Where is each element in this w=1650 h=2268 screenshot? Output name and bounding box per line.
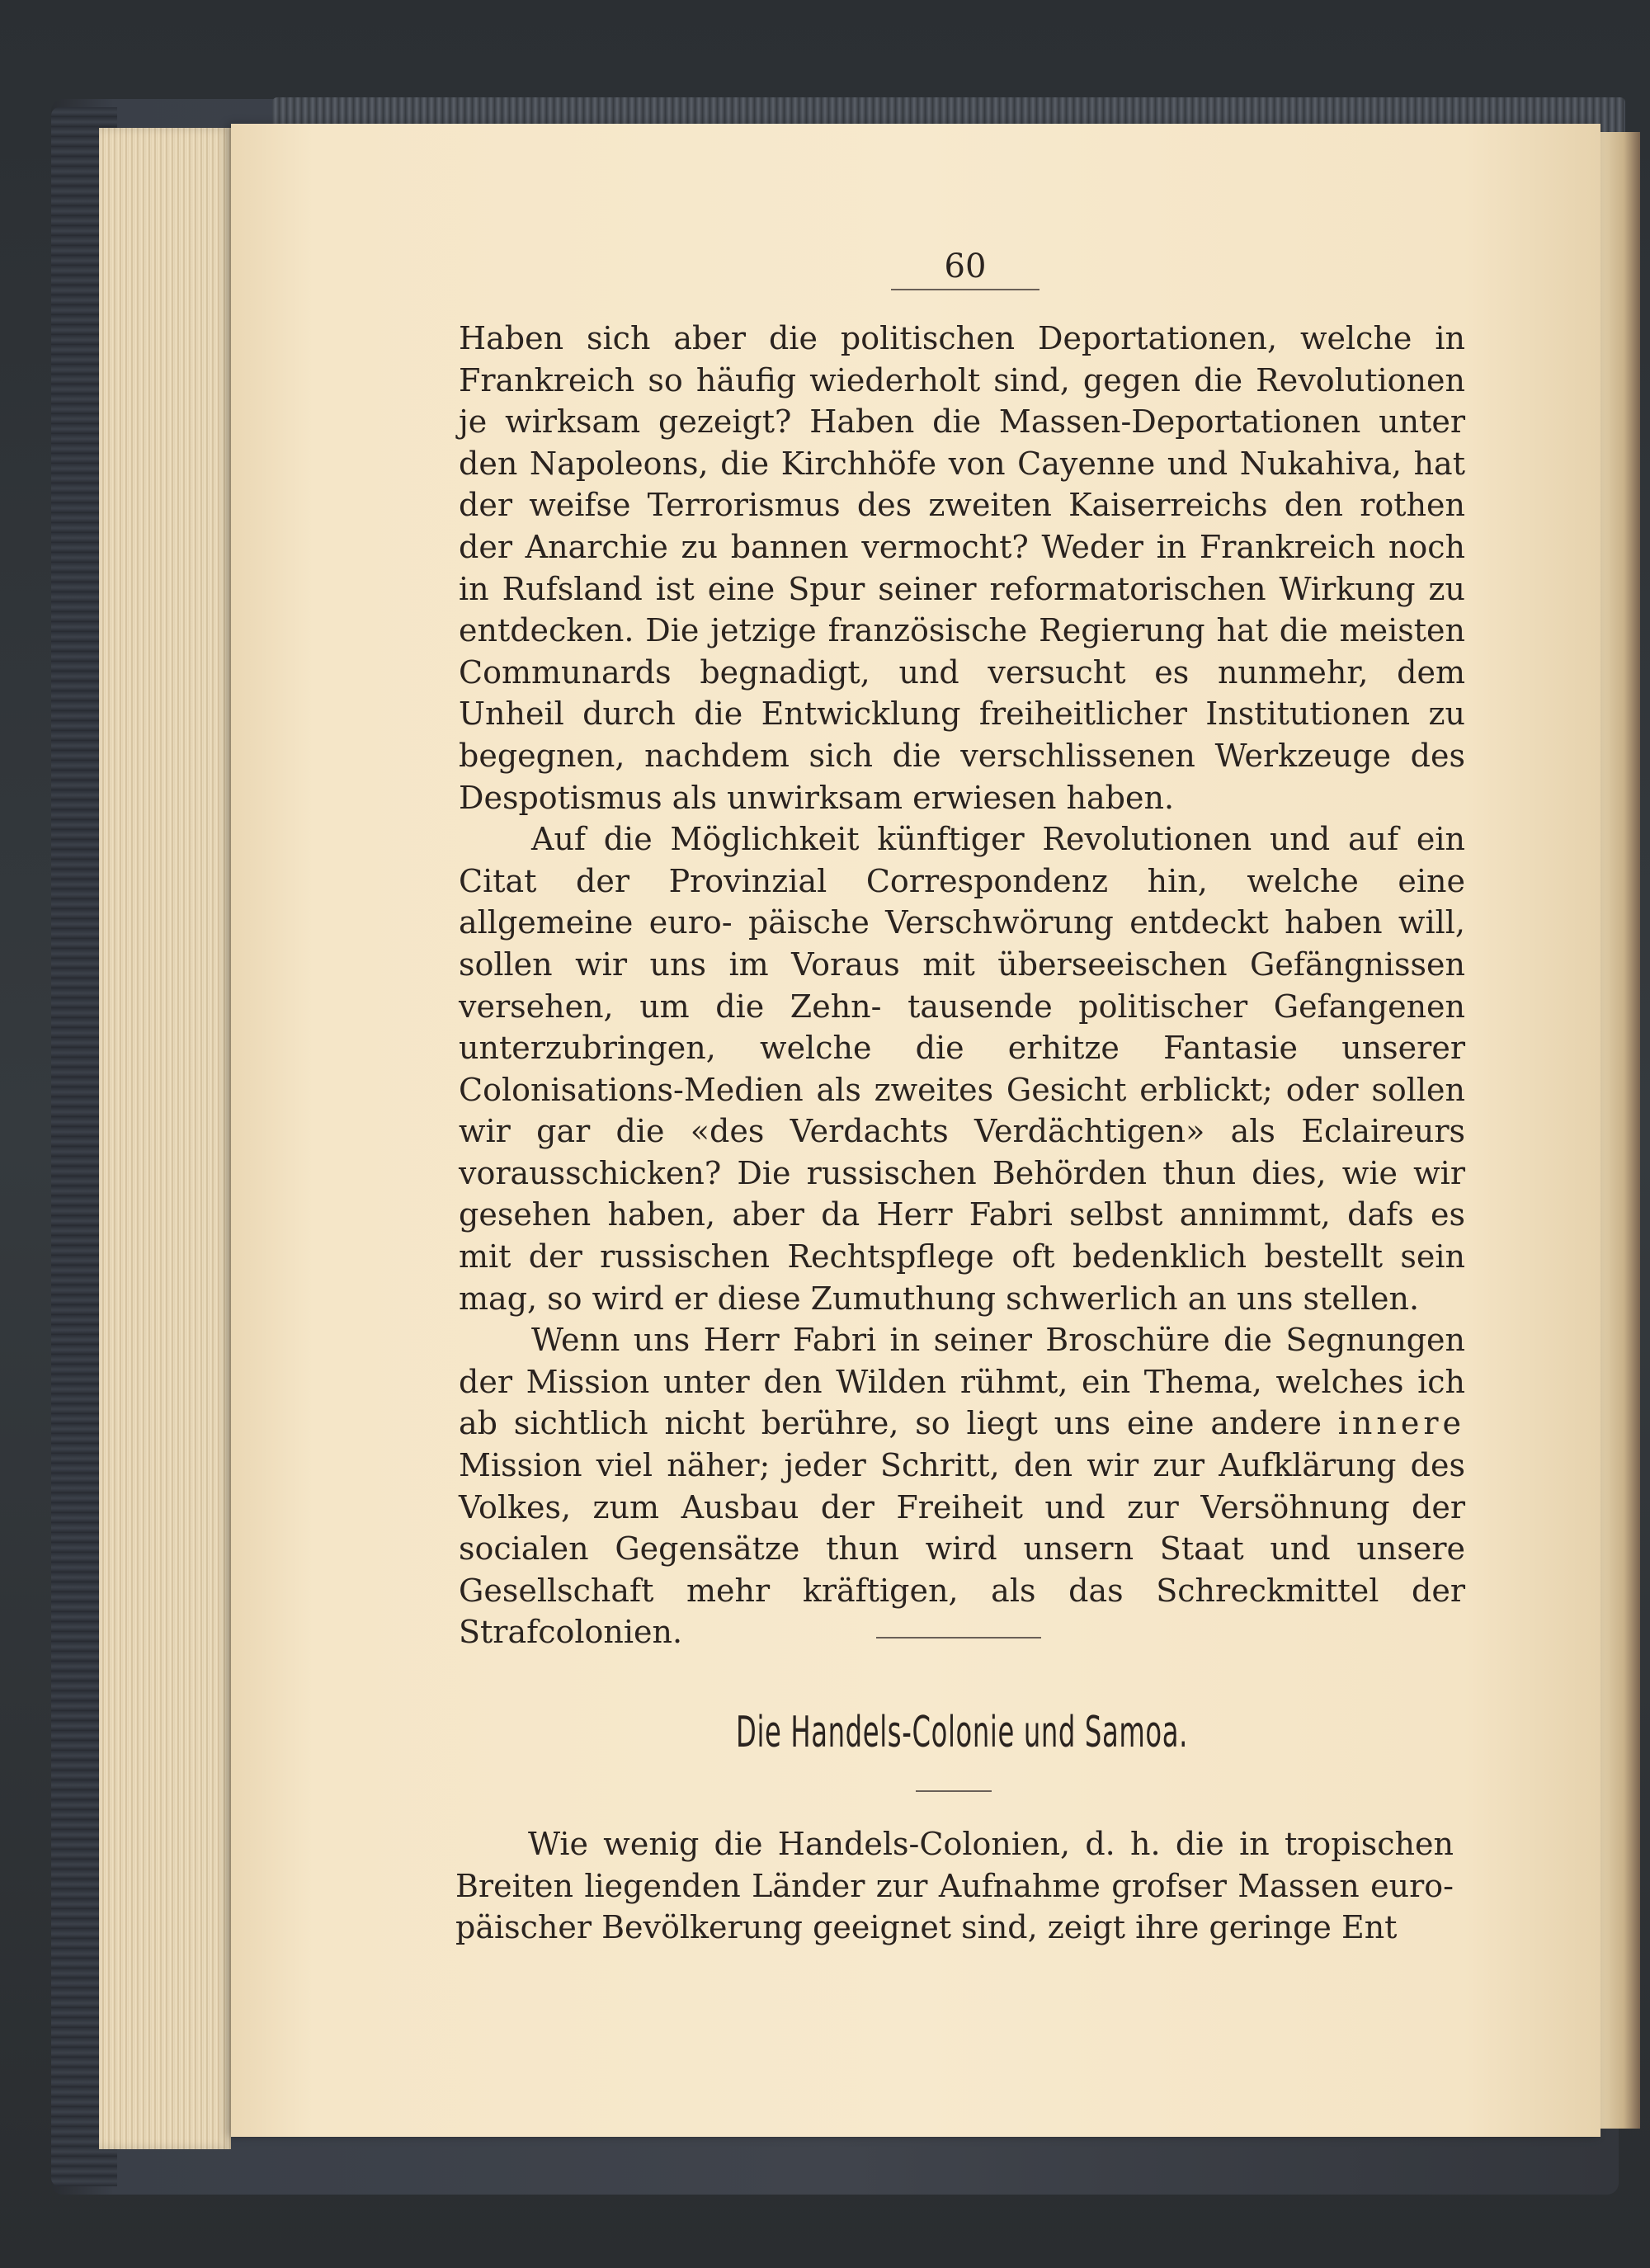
chapter-title: Die Handels-Colonie und Samoa. — [736, 1708, 1188, 1757]
text-line: päische Verschwörung entdeckt haben will, sollen wir uns im — [459, 904, 1465, 983]
page-stack-left — [99, 128, 231, 2149]
text-line: als das Schreckmittel der Strafcolonien. — [459, 1572, 1465, 1651]
text-line: in Rufsland ist eine Spur seiner reformatorischen Wirkung zu — [459, 570, 1465, 607]
text-line: päischer Bevölkerung geeignet sind, zeigt ihre geringe Ent — [455, 1909, 1398, 1945]
text-line: Haben sich aber die politischen Deportationen, welche in — [459, 320, 1465, 356]
section-separator — [876, 1637, 1041, 1639]
paragraph-3 — [459, 1319, 1465, 1653]
text-line: tausende politischer Gefangenen unterzubringen, welche die erhitze — [459, 988, 1466, 1067]
text-line: entdecken. Die jetzige französische Regierung hat die meisten — [459, 612, 1465, 649]
body-text — [459, 318, 1465, 1653]
text-line: der weifse Terrorismus des zweiten Kaiserreichs den rothen — [459, 487, 1465, 524]
paragraph-1 — [459, 318, 1465, 818]
text-line: unwirksam erwiesen haben. — [727, 779, 1175, 816]
text-line: er diese Zumuthung schwerlich an uns stellen. — [673, 1280, 1420, 1317]
text-line: Mission — [459, 1447, 582, 1484]
text-line: gesehen haben, aber da Herr Fabri selbst annimmt, dafs es mit der — [459, 1196, 1465, 1275]
text-line: thun wird unsern Staat und unsere Gesellschaft mehr kräftigen, — [459, 1530, 1465, 1609]
text-line: Napoleons, die Kirchhöfe von Cayenne und Nukahiva, hat — [529, 445, 1465, 482]
chapter-paragraph-1 — [455, 1823, 1454, 1949]
text-line: russischen Rechtspflege oft bedenklich bestellt sein mag, so wird — [459, 1238, 1465, 1317]
page-stack-right — [1599, 132, 1640, 2129]
text-line: der Anarchie zu bannen vermocht? Weder in Frankreich noch — [459, 528, 1465, 565]
text-line: nachdem sich die verschlissenen Werkzeuge des Despotismus als — [459, 737, 1465, 816]
text-line: viel näher; jeder Schritt, den wir zur Aufklärung des Volkes, zum — [459, 1447, 1465, 1525]
text-line: Ausbau der Freiheit und zur Versöhnung der socialen Gegensätze — [459, 1488, 1465, 1568]
page-number-rule — [891, 289, 1040, 290]
text-line: Auf die Möglichkeit künftiger Revolutionen und auf ein Citat — [459, 821, 1465, 899]
text-line: Wenn uns Herr Fabri in seiner Broschüre die Segnungen der — [459, 1322, 1465, 1400]
text-line: durch die Entwicklung freiheitlicher Institutionen zu begegnen, — [459, 695, 1465, 774]
title-rule — [916, 1790, 992, 1792]
text-line: Mission unter den Wilden rühmt, ein Thema, welches ich ab — [459, 1363, 1465, 1442]
emphasized-word: innere — [1337, 1405, 1465, 1442]
text-line: der Provinzial Correspondenz hin, welche eine allgemeine euro- — [459, 862, 1465, 941]
paragraph-2 — [459, 818, 1465, 1319]
text-line: Fantasie unserer Colonisations-Medien als zweites Gesicht erblickt; — [459, 1030, 1465, 1108]
text-line: sichtlich nicht berühre, so liegt uns eine andere — [513, 1405, 1338, 1442]
chapter-body — [455, 1823, 1454, 1949]
text-line: Communards begnadigt, und versucht es nunmehr, dem Unheil — [459, 653, 1465, 733]
page-number: 60 — [944, 248, 987, 285]
text-line: Frankreich so häufig wiederholt sind, gegen die Revolutionen je — [459, 361, 1465, 441]
text-line: vorausschicken? Die russischen Behörden thun dies, wie wir — [459, 1154, 1465, 1191]
text-line: oder sollen wir gar die «des Verdachts Verdächtigen» als Eclaireurs — [459, 1071, 1465, 1150]
text-line: Voraus mit überseeischen Gefängnissen versehen, um die Zehn- — [459, 945, 1465, 1025]
text-line: Breiten liegenden Länder zur Aufnahme grofser Massen euro- — [455, 1867, 1454, 1904]
text-line: Wie wenig die Handels-Colonien, d. h. die in tropischen — [528, 1826, 1454, 1862]
text-line: wirksam gezeigt? Haben die Massen-Deportationen unter den — [459, 403, 1465, 482]
